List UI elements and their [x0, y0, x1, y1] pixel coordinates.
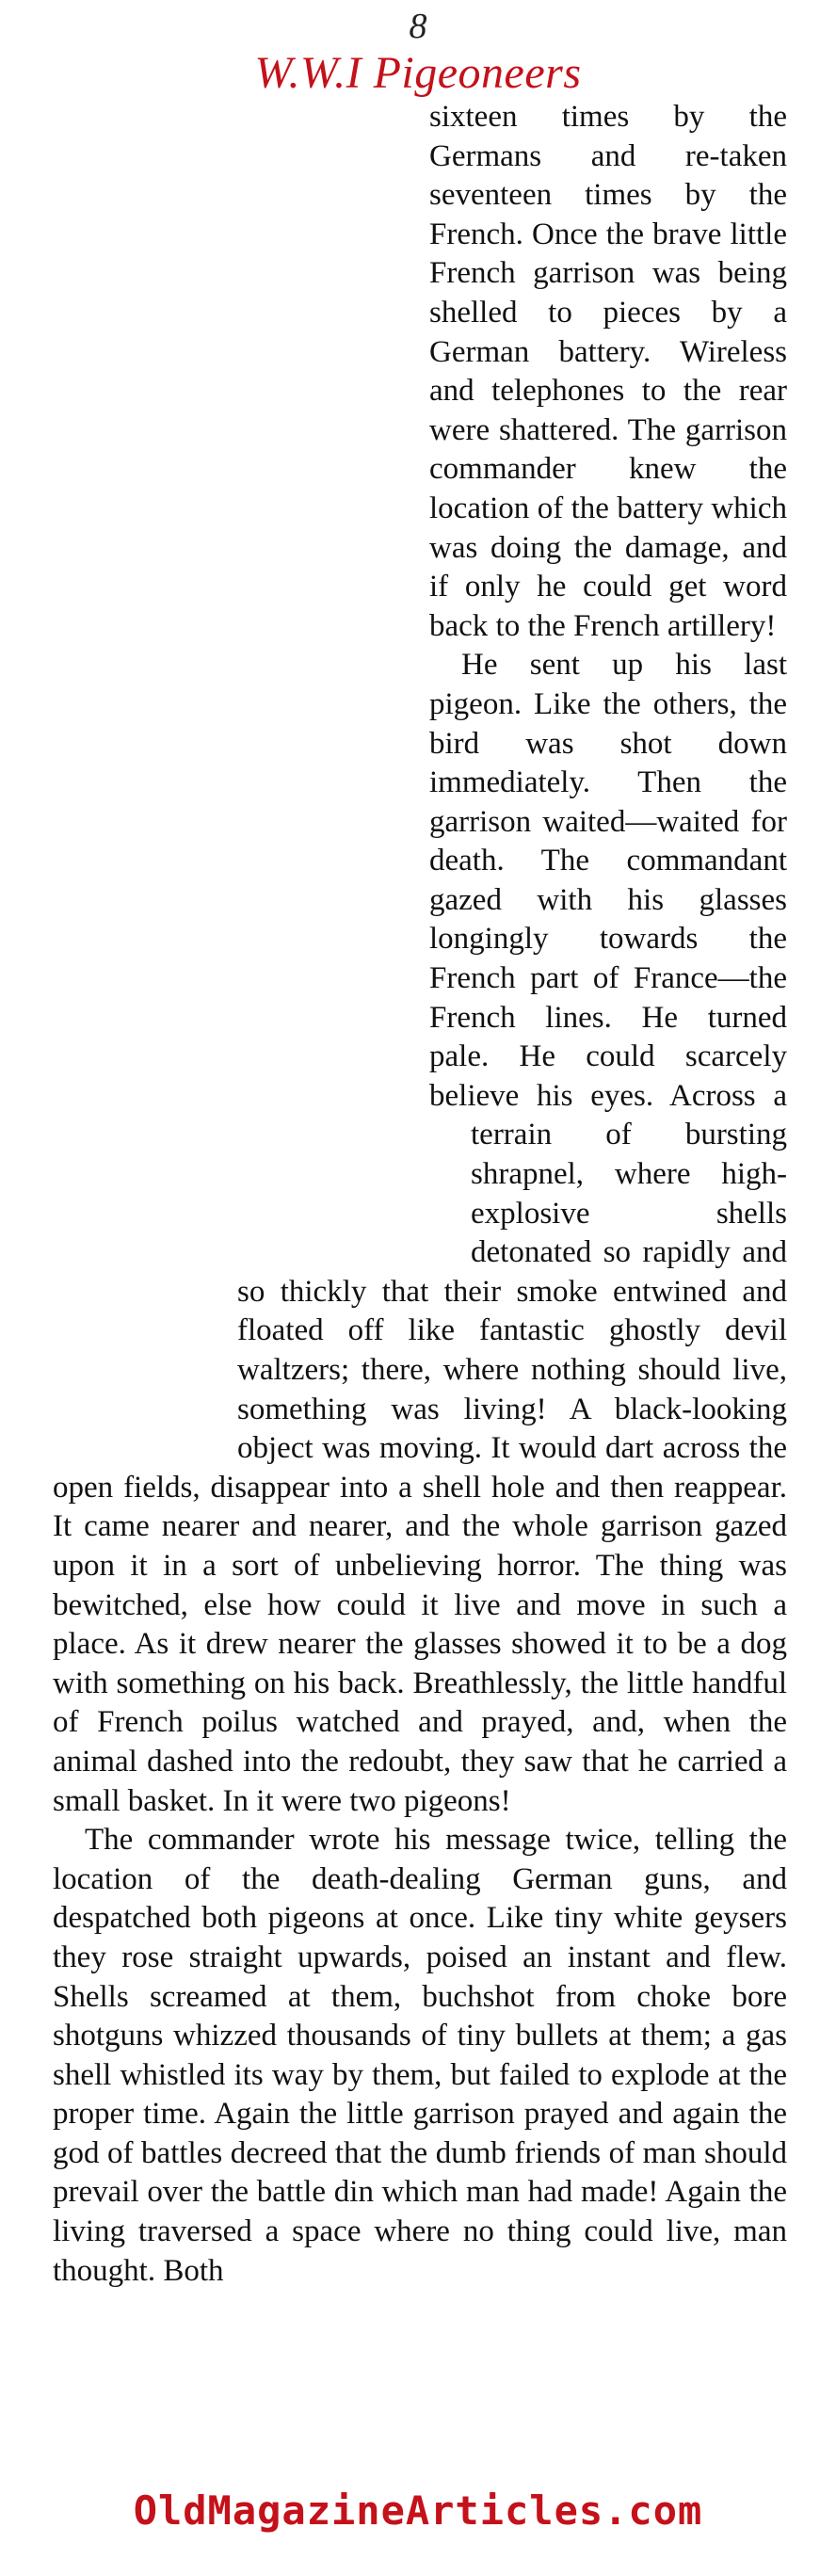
paragraph: The commander wrote his message twice, telling the location of the death-dealing German guns, and despatched both pigeons at once. Like tiny white geysers they rose straight upwards, poised an instant and flew. Shells screamed at them, buchshot from choke bore shotguns whizzed thousands of tiny bullets at them; a gas shell whistled its way by them, but failed to explode at the proper time. Again the little garrison prayed and again the god of battles decreed that the dumb friends of man should prevail over the battle din which man had made! Again the living traversed a space where no thing could live, man thought. Both: [53, 1823, 787, 2288]
site-logo: OldMagazineArticles.com: [133, 2487, 703, 2534]
paragraph: sixteen times by the Germans and re-taken seventeen times by the French. Once the brave little French garrison was being shelled to pieces by a German battery. Wireless and telephones to the rear were shattered. The garrison commander knew the location of the battery which was doing the damage, and if only he could get word back to the French artillery!: [429, 100, 787, 643]
page-number: 8: [409, 7, 427, 46]
article-body: [53, 98, 787, 2291]
page-title: W.W.I Pigeoneers: [254, 48, 582, 98]
paragraph: He sent up his last pigeon. Like the others, the bird was shot down immediately. Then the garrison waited—waited for death. The commandant gazed with his glasses longingly towards the French part of France—the French lines. He turned pale. He could scarcely believe his eyes. Across a terrain of bursting shrapnel, where high-explosive shells detonated so rapidly and so thickly that their smoke entwined and floated off like fantastic ghostly devil waltzers; there, where nothing should live, something was living! A black-looking object was moving. It would dart across the open fields, disappear into a shell hole and then reappear. It came nearer and nearer, and the whole garrison gazed upon it in a sort of unbelieving horror. The thing was bewitched, else how could it live and move in such a place. As it drew nearer the glasses showed it to be a dog with something on his back. Breathlessly, the little handful of French poilus watched and prayed, and, when the animal dashed into the redoubt, they saw that he carried a small basket. In it were two pigeons!: [53, 648, 787, 1818]
